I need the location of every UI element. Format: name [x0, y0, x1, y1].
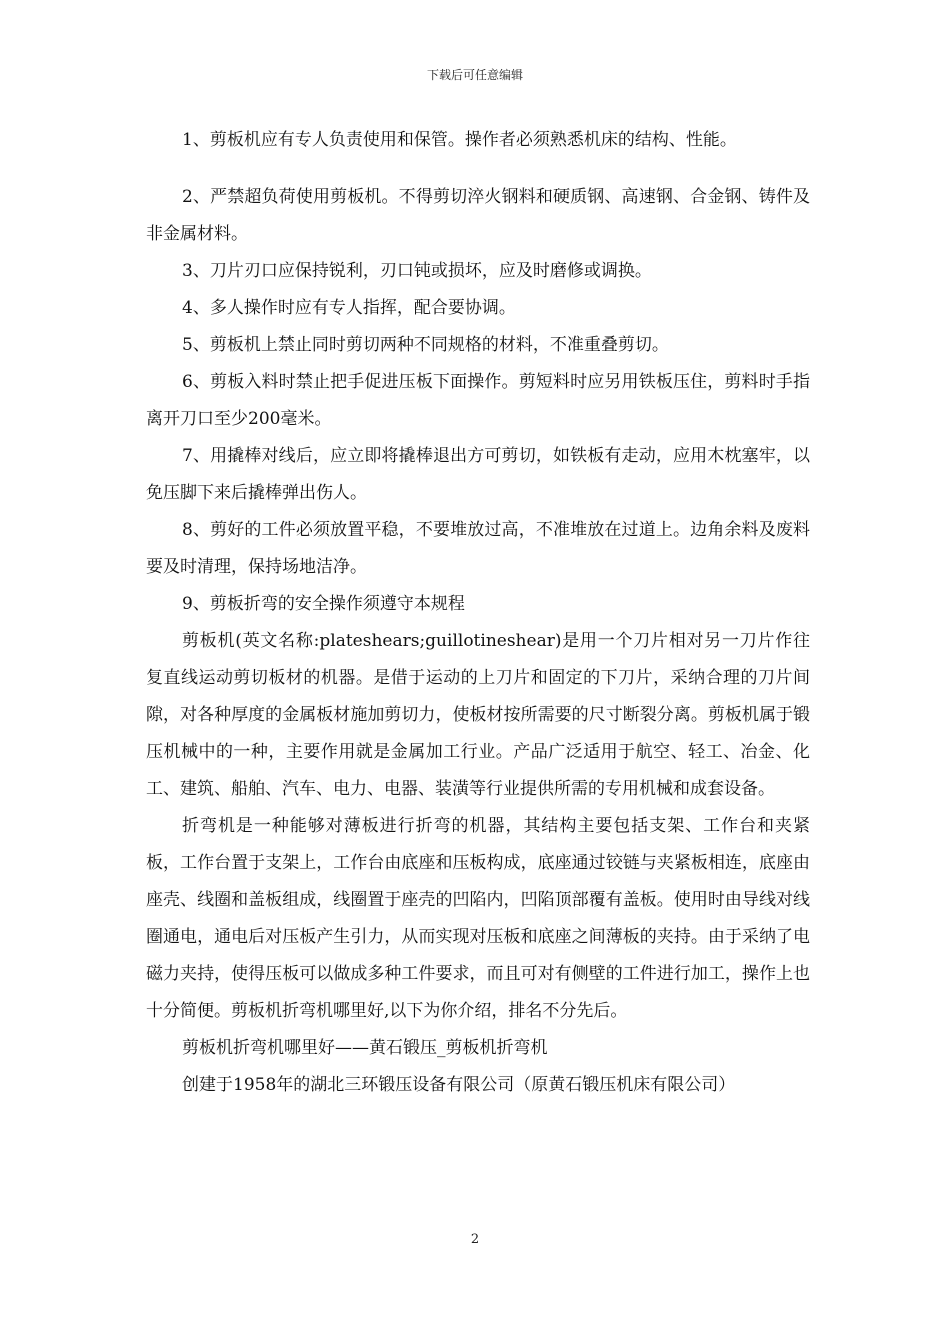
page-number: 2: [470, 1232, 480, 1247]
paragraph-rule-6: 6、剪板入料时禁止把手促进压板下面操作。剪短料时应另用铁板压住，剪料时手指离开刀口至少200毫米。: [146, 372, 810, 429]
paragraph-rule-2: 2、严禁超负荷使用剪板机。不得剪切淬火钢料和硬质钢、高速钢、合金钢、铸件及非金属材料。: [146, 187, 810, 244]
paragraph-rule-8: 8、剪好的工件必须放置平稳，不要堆放过高，不准堆放在过道上。边角余料及废料要及时清理，保持场地洁净。: [146, 520, 810, 577]
paragraph-rule-4: 4、多人操作时应有专人指挥，配合要协调。: [182, 298, 516, 318]
paragraph-rule-7: 7、用撬棒对线后，应立即将撬棒退出方可剪切，如铁板有走动，应用木枕塞牢，以免压脚下来后撬棒弹出伤人。: [146, 446, 810, 503]
paragraph-rule-3: 3、刀片刃口应保持锐利，刃口钝或损坏，应及时磨修或调换。: [182, 261, 652, 281]
document-body: [146, 122, 810, 1104]
page-header: 下载后可任意编辑: [426, 68, 523, 82]
paragraph-vendor-heading: 剪板机折弯机哪里好——黄石锻压_剪板机折弯机: [182, 1038, 548, 1058]
paragraph-bender-description: 折弯机是一种能够对薄板进行折弯的机器，其结构主要包括支架、工作台和夹紧板，工作台置于支架上，工作台由底座和压板构成，底座通过铰链与夹紧板相连，底座由座壳、线圈和盖板组成，线圈置于座壳的凹陷内，凹陷顶部覆有盖板。使用时由导线对线圈通电，通电后对压板产生引力，从而实现对压板和底座之间薄板的夹持。由于采纳了电磁力夹持，使得压板可以做成多种工件要求，而且可对有侧壁的工件进行加工，操作上也十分简便。剪板机折弯机哪里好,以下为你介绍，排名不分先后。: [146, 816, 810, 1021]
paragraph-vendor-intro: 创建于1958年的湖北三环锻压设备有限公司（原黄石锻压机床有限公司）: [182, 1075, 736, 1095]
paragraph-rule-1: 1、剪板机应有专人负责使用和保管。操作者必须熟悉机床的结构、性能。: [182, 130, 737, 150]
paragraph-shear-description: 剪板机(英文名称:plateshears;guillotineshear)是用一个刀片相对另一刀片作往复直线运动剪切板材的机器。是借于运动的上刀片和固定的下刀片，采纳合理的刀片间隙，对各种厚度的金属板材施加剪切力，使板材按所需要的尺寸断裂分离。剪板机属于锻压机械中的一种，主要作用就是金属加工行业。产品广泛适用于航空、轻工、冶金、化工、建筑、船舶、汽车、电力、电器、装潢等行业提供所需的专用机械和成套设备。: [146, 631, 810, 799]
paragraph-rule-5: 5、剪板机上禁止同时剪切两种不同规格的材料，不准重叠剪切。: [182, 335, 669, 355]
paragraph-rule-9: 9、剪板折弯的安全操作须遵守本规程: [182, 594, 465, 614]
